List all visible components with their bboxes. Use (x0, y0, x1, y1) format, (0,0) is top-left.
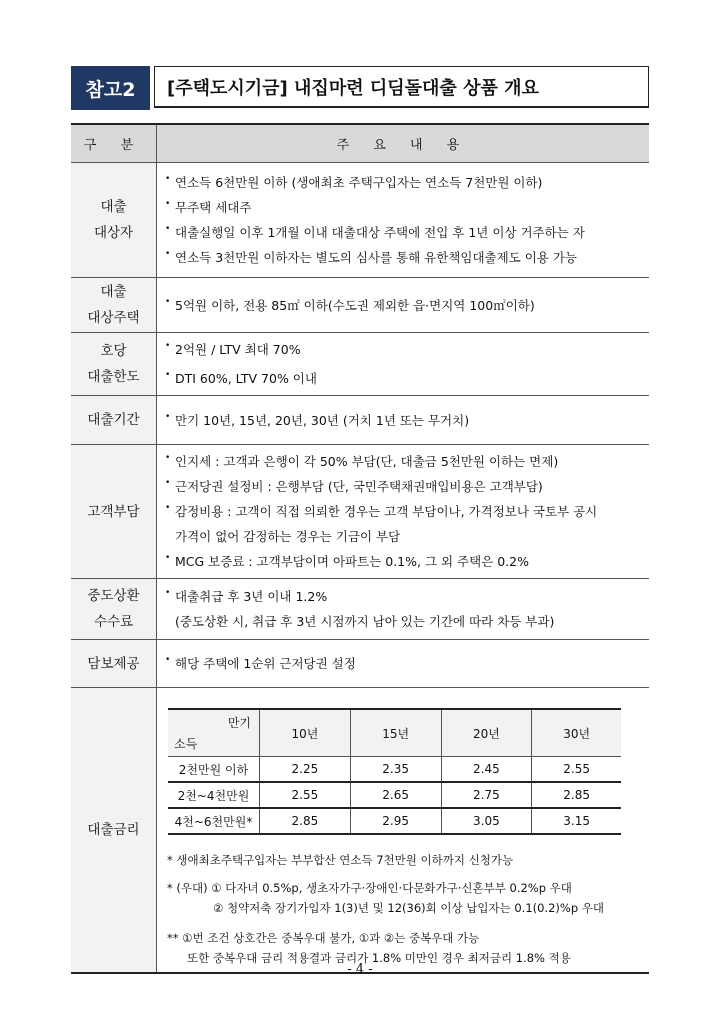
row-content (157, 445, 650, 579)
table-row-loan-period (71, 396, 649, 445)
row-label (71, 688, 157, 974)
product-summary-table (71, 123, 649, 974)
rate-row (168, 782, 621, 808)
list-item: • 무주택 세대주 (165, 195, 643, 220)
row-content (157, 163, 650, 278)
list-item-continuation: (중도상환 시, 취급 후 3년 시점까지 남아 있는 기간에 따라 차등 부과) (175, 614, 555, 629)
row-content (157, 640, 650, 688)
rate-value: 3.05 (441, 808, 532, 834)
rate-value: 3.15 (532, 808, 621, 834)
header-content: 주 요 내 용 (157, 124, 650, 163)
income-bracket: 4천~6천만원* (168, 808, 260, 834)
table-row-loan-limit (71, 333, 649, 396)
row-label-text: 대출금리 (87, 822, 140, 838)
rate-notes (167, 850, 649, 968)
income-bracket: 2천만원 이하 (168, 757, 260, 783)
note-duplicate-2: 또한 중복우대 금리 적용결과 금리가 1.8% 미만인 경우 최저금리 1.8% 적용 (187, 951, 571, 965)
table-row-collateral (71, 640, 649, 688)
list-item-continuation: 가격이 없어 감정하는 경우는 기금이 부담 (175, 529, 401, 544)
rate-value: 2.85 (532, 782, 621, 808)
header-category: 구 분 (71, 124, 157, 163)
document-title-bar (71, 66, 649, 110)
table-row-eligible-borrower (71, 163, 649, 278)
rate-value: 2.35 (350, 757, 441, 783)
list-item: • 대출실행일 이후 1개월 이내 대출대상 주택에 전입 후 1년 이상 거주하는 자 (165, 220, 643, 245)
row-label-text: 대출 대상주택 (87, 284, 140, 326)
rate-header-row (168, 709, 621, 757)
corner-income-label: 소득 (174, 737, 198, 751)
row-label-text: 호당 대출한도 (87, 343, 140, 385)
list-item: • 연소득 6천만원 이하 (생애최초 주택구입자는 연소득 7천만원 이하) (165, 170, 643, 195)
reference-tag: 참고2 (71, 66, 150, 110)
page-number: - 4 - (347, 962, 373, 977)
row-content (157, 396, 650, 445)
list-item: • 만기 10년, 15년, 20년, 30년 (거치 1년 또는 무거치) (165, 408, 643, 433)
list-item: • DTI 60%, LTV 70% 이내 (165, 366, 643, 391)
row-label (71, 396, 157, 445)
row-label (71, 333, 157, 396)
rate-row (168, 757, 621, 783)
corner-term-label: 만기 (227, 716, 251, 730)
table-row-eligible-house (71, 278, 649, 333)
note-preferential-1: * (우대) ① 다자녀 0.5%p, 생초자가구·장애인·다문화가구·신혼부부 0.2%p 우대 (167, 881, 572, 895)
list-item: • 연소득 3천만원 이하자는 별도의 심사를 통해 유한책임대출제도 이용 가능 (165, 245, 643, 270)
list-item: • 2억원 / LTV 최대 70% (165, 337, 643, 362)
table-row-prepayment-fee (71, 579, 649, 640)
row-label-text: 대출 대상자 (93, 199, 134, 241)
table-row-customer-burden (71, 445, 649, 579)
row-content (157, 333, 650, 396)
row-label-text: 중도상환 수수료 (87, 588, 140, 630)
rate-value: 2.85 (260, 808, 351, 834)
row-label (71, 163, 157, 278)
term-header: 30년 (532, 709, 621, 757)
rate-value: 2.95 (350, 808, 441, 834)
rate-corner-cell (168, 709, 260, 757)
term-header: 10년 (260, 709, 351, 757)
list-item: • 감정비용 : 고객이 직접 의뢰한 경우는 고객 부담이나, 가격정보나 국토부 공시 (165, 499, 643, 524)
term-header: 15년 (350, 709, 441, 757)
table-row-interest-rate (71, 688, 649, 974)
row-label-text: 담보제공 (87, 655, 140, 672)
list-item: • 5억원 이하, 전용 85㎡ 이하(수도권 제외한 읍·면지역 100㎡이하) (165, 293, 643, 318)
rate-value: 2.55 (532, 757, 621, 783)
table-header-row (71, 124, 649, 163)
rate-value: 2.55 (260, 782, 351, 808)
income-bracket: 2천~4천만원 (168, 782, 260, 808)
rate-value: 2.65 (350, 782, 441, 808)
rate-value: 2.75 (441, 782, 532, 808)
note-preferential-2: ② 청약저축 장기가입자 1(3)년 및 12(36)회 이상 납입자는 0.1(0.2)%p 우대 (213, 901, 605, 915)
list-item: • 인지세 : 고객과 은행이 각 50% 부담(단, 대출금 5천만원 이하는 면제) (165, 449, 643, 474)
rate-value: 2.45 (441, 757, 532, 783)
row-label (71, 579, 157, 640)
row-label (71, 278, 157, 333)
row-label-text: 대출기간 (87, 412, 140, 428)
list-item: • MCG 보증료 : 고객부담이며 아파트는 0.1%, 그 외 주택은 0.2% (165, 549, 643, 574)
row-label-text: 고객부담 (87, 503, 140, 520)
row-content (157, 579, 650, 640)
list-item: • 대출취급 후 3년 이내 1.2% (165, 584, 643, 609)
document-title: [주택도시기금] 내집마련 디딤돌대출 상품 개요 (154, 66, 649, 108)
note-first-time-buyer: * 생애최초주택구입자는 부부합산 연소득 7천만원 이하까지 신청가능 (167, 853, 514, 867)
list-item: • 해당 주택에 1순위 근저당권 설정 (165, 651, 643, 676)
note-duplicate-1: ** ①번 조건 상호간은 중복우대 불가, ①과 ②는 중복우대 가능 (167, 931, 480, 945)
interest-rate-table (168, 708, 621, 835)
rate-value: 2.25 (260, 757, 351, 783)
rate-row (168, 808, 621, 834)
row-content (157, 688, 650, 974)
list-item: • 근저당권 설정비 : 은행부담 (단, 국민주택채권매입비용은 고객부담) (165, 474, 643, 499)
row-content (157, 278, 650, 333)
row-label (71, 640, 157, 688)
term-header: 20년 (441, 709, 532, 757)
row-label (71, 445, 157, 579)
